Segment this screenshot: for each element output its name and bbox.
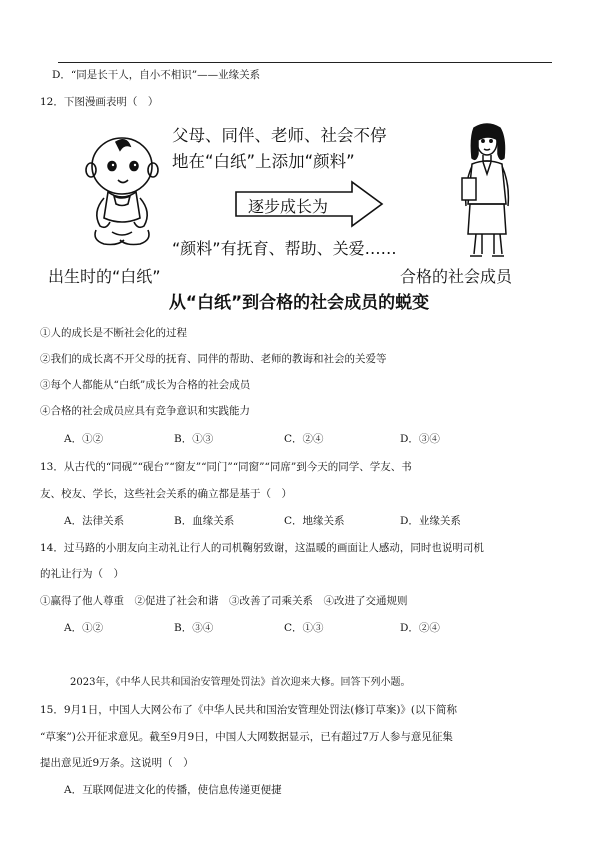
- cartoon-title: 从“白纸”到合格的社会成员的蜕变: [168, 293, 430, 313]
- q12-option-a[interactable]: A．①②: [64, 433, 104, 445]
- q12-option-c[interactable]: C．②④: [284, 433, 324, 445]
- q12-item-3: ③每个人都能从“白纸”成长为合格的社会成员: [40, 379, 251, 391]
- q14-stem-line1: 14．过马路的小朋友向主动礼让行人的司机鞠躬致谢，这温暖的画面让人感动，同时也说明司机: [40, 542, 484, 554]
- q12-option-b[interactable]: B．①③: [174, 433, 214, 445]
- q11-option-d: D．“同是长干人，自小不相识”——业缘关系: [52, 69, 261, 81]
- left-caption: 出生时的“白纸”: [48, 267, 161, 286]
- q12-stem: 12．下图漫画表明（ ）: [40, 96, 159, 108]
- q12-item-4: ④合格的社会成员应具有竞争意识和实践能力: [40, 405, 250, 417]
- right-caption: 合格的社会成员: [400, 267, 513, 286]
- q12-item-2: ②我们的成长离不开父母的抚育、同伴的帮助、老师的教诲和社会的关爱等: [40, 353, 387, 365]
- baby-illustration: [82, 132, 164, 250]
- q14-option-a[interactable]: A．①②: [64, 622, 104, 634]
- q12-item-1: ①人的成长是不断社会化的过程: [40, 327, 187, 339]
- q14-stem-line2: 的礼让行为（ ）: [40, 568, 124, 580]
- cartoon-text-line2: 地在“白纸”上添加“颜料”: [172, 152, 355, 171]
- q12-option-d[interactable]: D．③④: [400, 433, 440, 445]
- q13-stem-line2: 友、校友、学长，这些社会关系的确立都是基于（ ）: [40, 488, 292, 500]
- q14-option-d[interactable]: D．②④: [400, 622, 440, 634]
- q13-option-d[interactable]: D．业缘关系: [400, 515, 461, 527]
- q15-stem-line1: 15．9月1日，中国人大网公布了《中华人民共和国治安管理处罚法(修订草案)》(以下简称: [40, 704, 458, 716]
- section-intro: 2023年，《中华人民共和国治安管理处罚法》首次迎来大修。回答下列小题。: [70, 677, 411, 688]
- q15-stem-line3: 提出意见近9万条。这说明（ ）: [40, 757, 194, 769]
- q14-option-b[interactable]: B．③④: [174, 622, 214, 634]
- q15-option-a[interactable]: A．互联网促进文化的传播，使信息传递更便捷: [64, 784, 282, 796]
- header-rule: [58, 62, 552, 63]
- q13-option-a[interactable]: A．法律关系: [64, 515, 125, 527]
- q15-stem-line2: “草案”)公开征求意见。截至9月9日，中国人大网数据显示，已有超过7万人参与意见征集: [40, 731, 453, 743]
- arrow-label: 逐步成长为: [248, 197, 329, 216]
- q14-items: ①赢得了他人尊重 ②促进了社会和谐 ③改善了司乘关系 ④改进了交通规则: [40, 595, 408, 607]
- q12-cartoon: [44, 118, 554, 316]
- cartoon-text-line1: 父母、同伴、老师、社会不停: [172, 126, 387, 145]
- q14-option-c[interactable]: C．①③: [284, 622, 324, 634]
- q13-option-c[interactable]: C．地缘关系: [284, 515, 345, 527]
- q13-option-b[interactable]: B．血缘关系: [174, 515, 235, 527]
- q13-stem-line1: 13．从古代的“同砚”“砚台”“窗友”“同门”“同窗”“同席”到今天的同学、学友、书: [40, 461, 412, 473]
- woman-illustration: [454, 122, 520, 260]
- cartoon-text-line3: “颜料”有抚育、帮助、关爱……: [172, 239, 397, 258]
